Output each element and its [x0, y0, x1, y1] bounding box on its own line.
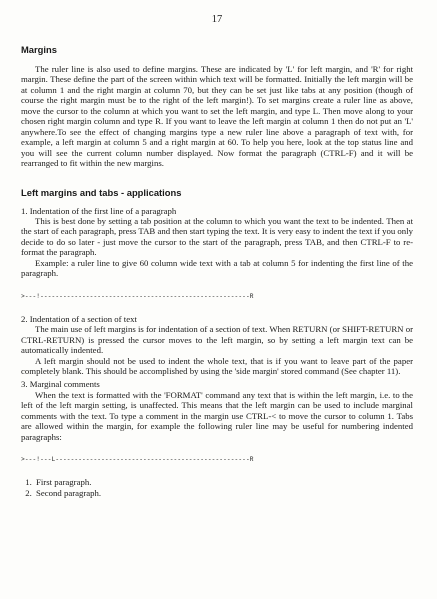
section3-paragraph1: When the text is formatted with the 'FORMAT' command any text that is within the left margin, i.e. to the left of the left margin setting, is unaffected. This means that the left margin can be used to include marginal comments with the text. To type a comment in the margin use CTRL-< to move the cursor to column 1. Tabs are allowed within the margin, for example the following ruler line may be useful for numbering indented paragraphs: — [21, 389, 413, 442]
ruler-line-1: >---!-------------------------------------------------------R — [21, 292, 254, 300]
margins-paragraph: The ruler line is also used to define margins. These are indicated by 'L' for left margin, and 'R' for right margin. These define the part of the screen within which text will be formatted. Initially the left margin will be at column 1 and the right margin at column 70, but they can be set just like tabs at any position (though of course the right margin must be to the right of the left margin!). To set margins create a ruler line as above, move the cursor to the column at which you want to set the left margin, and type L. Then move along to your chosen right margin column and type R. If you want to leave the left margin at column 1 then do not put an 'L' anywhere.To see the effect of changing margins type a new ruler line above a paragraph of text with, for example, a left margin at column 5 and a right margin at 60. To help you here, look at the top status line and you will see the current column number displayed. Now format the paragraph (CTRL-F) and it will be rearranged to fit within the new margins. — [21, 64, 413, 169]
list-item: 1. First paragraph. — [34, 477, 413, 488]
applications-heading: Left margins and tabs - applications — [21, 186, 182, 198]
section1-title: 1. Indentation of the first line of a paragraph — [21, 205, 177, 216]
section1-paragraph1: This is best done by setting a tab position at the column to which you want the text to be indented. Then at the start of each paragraph, press TAB and then start typing the text. It is very easy to indent the text if you only decide to do so later - just move the cursor to the start of the paragraph, press TAB, and then CTRL-F to re-format the paragraph. — [21, 215, 413, 258]
margins-heading: Margins — [21, 44, 57, 55]
page-number: 17 — [211, 14, 223, 25]
section1-paragraph2: Example: a ruler line to give 60 column wide text with a tab at column 5 for indenting the first line of the paragraph. — [21, 257, 413, 279]
ruler-line-2: >---!---L---------------------------------------------------R — [21, 456, 254, 464]
section2-title: 2. Indentation of a section of text — [21, 313, 137, 324]
list-item: 2. Second paragraph. — [34, 488, 413, 499]
section2-paragraph2: A left margin should not be used to indent the whole text, that is if you want to leave part of the paper completely blank. This should be accomplished by using the 'side margin' stored command (See chapter 11). — [21, 355, 413, 376]
section2-paragraph1: The main use of left margins is for indentation of a section of text. When RETURN (or SHIFT-RETURN or CTRL-RETURN) is pressed the cursor moves to the left margin, so by setting a left margin text can be automatically indented. — [21, 324, 413, 356]
section3-title: 3. Marginal comments — [21, 379, 100, 390]
numbered-list — [21, 477, 413, 498]
